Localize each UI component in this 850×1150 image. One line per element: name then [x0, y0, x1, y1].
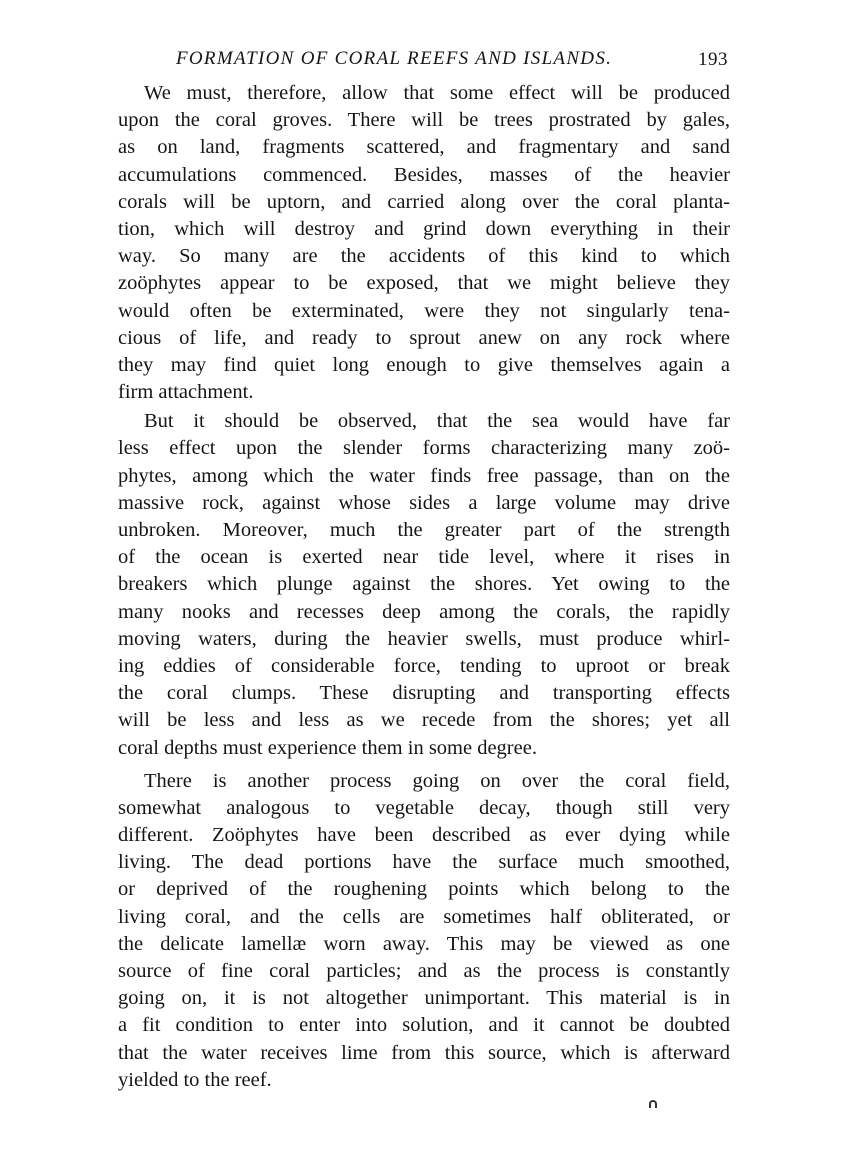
- signature-mark: [649, 1100, 657, 1108]
- text-line: upon the coral groves. There will be trees prostrated by gales,: [118, 109, 730, 132]
- text-line: unbroken. Moreover, much the greater part of the strength: [118, 519, 730, 541]
- paragraph-1: [118, 80, 730, 406]
- text-line: going on, it is not altogether unimportant. This material is in: [118, 987, 730, 1010]
- text-line: accumulations commenced. Besides, masses of the heavier: [118, 163, 730, 186]
- text-line: We must, therefore, allow that some effect will be produced: [144, 82, 730, 104]
- text-line: coral depths must experience them in some degree.: [118, 736, 537, 759]
- text-line: firm attachment.: [118, 381, 254, 404]
- paragraph-3: [118, 768, 730, 1094]
- text-line: living. The dead portions have the surface much smoothed,: [118, 851, 730, 874]
- text-line: source of fine coral particles; and as the process is constantly: [118, 960, 730, 982]
- text-line: or deprived of the roughening points which belong to the: [118, 878, 730, 901]
- text-line: tion, which will destroy and grind down everything in their: [118, 217, 730, 240]
- text-line: living coral, and the cells are sometimes half obliterated, or: [118, 905, 730, 928]
- text-line: many nooks and recesses deep among the corals, the rapidly: [118, 600, 730, 623]
- text-line: of the ocean is exerted near tide level, where it rises in: [118, 546, 730, 569]
- text-line: phytes, among which the water finds free passage, than on the: [118, 464, 730, 487]
- text-line: There is another process going on over the coral field,: [144, 769, 730, 792]
- running-head: [118, 42, 730, 80]
- text-line: the delicate lamellæ worn away. This may be viewed as one: [118, 932, 730, 955]
- text-line: ing eddies of considerable force, tending to uproot or break: [118, 654, 730, 677]
- page-number: 193: [698, 49, 728, 70]
- text-line: way. So many are the accidents of this kind to which: [118, 245, 730, 268]
- text-line: a fit condition to enter into solution, and it cannot be doubted: [118, 1014, 730, 1037]
- text-line: But it should be observed, that the sea would have far: [144, 410, 730, 433]
- text-line: moving waters, during the heavier swells, must produce whirl-: [118, 627, 730, 650]
- text-line: that the water receives lime from this source, which is afterward: [118, 1041, 730, 1064]
- text-line: as on land, fragments scattered, and fragmentary and sand: [118, 136, 730, 159]
- text-line: somewhat analogous to vegetable decay, though still very: [118, 796, 730, 819]
- paragraph-2: [118, 408, 730, 761]
- book-page: [118, 42, 730, 1122]
- text-line: would often be exterminated, were they not singularly tena-: [118, 299, 730, 322]
- text-line: different. Zoöphytes have been described as ever dying while: [118, 824, 730, 847]
- text-line: they may find quiet long enough to give themselves again a: [118, 353, 730, 376]
- text-line: the coral clumps. These disrupting and transporting effects: [118, 682, 730, 705]
- text-line: yielded to the reef.: [118, 1068, 272, 1091]
- text-line: massive rock, against whose sides a large volume may drive: [118, 491, 730, 514]
- text-line: cious of life, and ready to sprout anew on any rock where: [118, 326, 730, 349]
- text-line: less effect upon the slender forms characterizing many zoö-: [118, 437, 730, 460]
- text-line: breakers which plunge against the shores. Yet owing to the: [118, 573, 730, 596]
- text-line: will be less and less as we recede from the shores; yet all: [118, 709, 730, 732]
- text-line: corals will be uptorn, and carried along over the coral planta-: [118, 190, 730, 213]
- text-line: zoöphytes appear to be exposed, that we might believe they: [118, 272, 730, 295]
- running-title: FORMATION OF CORAL REEFS AND ISLANDS.: [176, 48, 613, 69]
